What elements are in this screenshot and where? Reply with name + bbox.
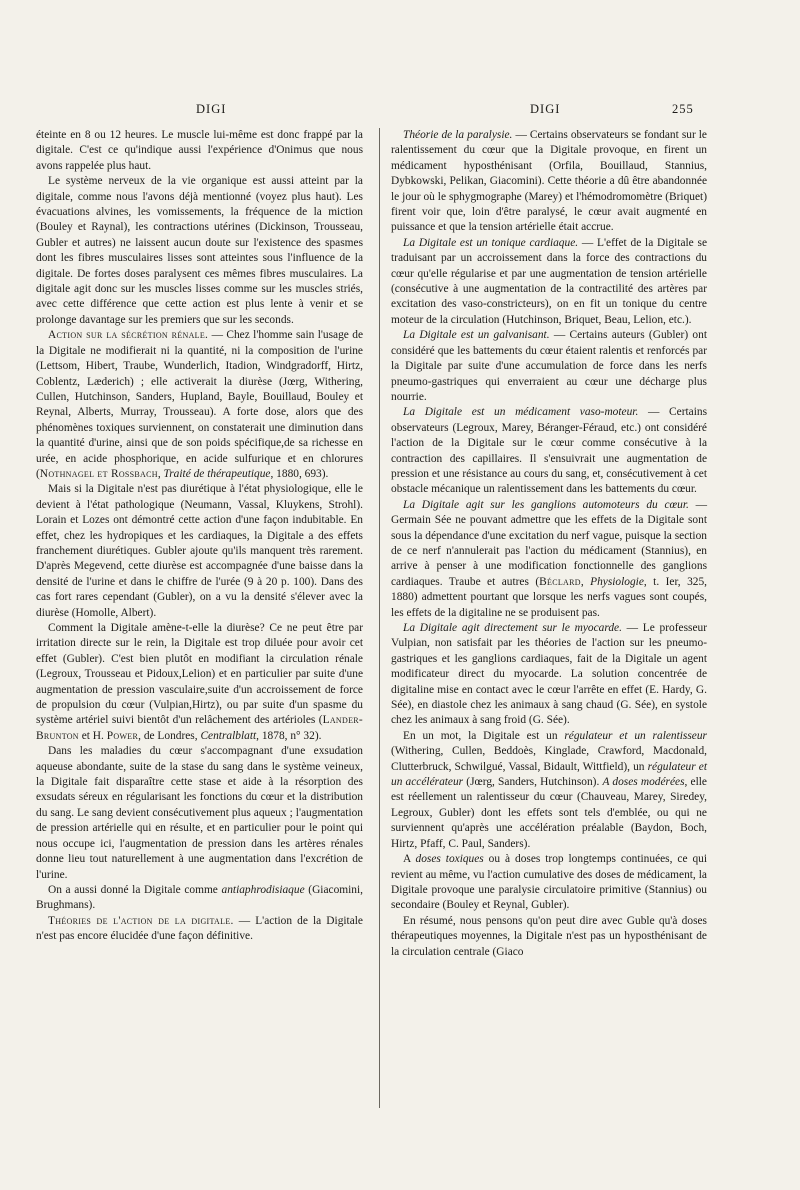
paragraph: En un mot, la Digitale est un régulateur et un ralentisseur (Withering, Cullen, Beddoès, Kinglade, Crawford, Macdonald, Clutterbruck, Schwilgué, Vassal, Bidault, Wittfield), un régulateur et un accélérateur (Jœrg, Sanders, Hutchinson). A doses modérées, elle est réellement un ralentisseur du cœur (Chauveau, Marey, Siredey, Legroux, Gubler) dont les effets sont tels d'emblée, ou qui ne surviennent qu'après une accélération préalable (Baydon, Boch, Hirtz, Pfaff, C. Paul, Sanders).: [391, 729, 708, 850]
author-citation: Lander-Brunton: [36, 714, 363, 742]
paragraph: La Digitale agit directement sur le myocarde. — Le professeur Vulpian, non satisfait par les théories de l'action sur les pneumo-gastriques et les ganglions cardiaques, fait de la Digitale un agent modificateur direct du myocarde. La solution concentrée de digitaline mise en contact avec le cœur l'arrête en effet (E. Hardy, G. Sée), en diastole chez les animaux à sang chaud (G. Sée), en systole chez les animaux à sang froid (G. Sée).: [391, 622, 707, 727]
paragraph: Théorie de la paralysie. — Certains observateurs se fondant sur le ralentissement du cœur que la Digitale provoque, en firent un médicament hyposthénisant (Orfila, Bouillaud, Stannius, Dybkowski, Pelikan, Giacomini). Cette théorie a dû être abandonnée le jour où le sphygmographe (Marey) et l'hémodromomètre (Briquet) firent voir que, loin d'être paralysé, le cœur avait augmenté en puissance et que la tension artérielle était accrue.: [391, 129, 707, 234]
paragraph: On a aussi donné la Digitale comme antiaphrodisiaque (Giacomini, Brughmans).: [36, 883, 364, 912]
author-citation: Power: [106, 729, 139, 742]
right-column: [391, 128, 707, 960]
paragraph: Le système nerveux de la vie organique est aussi atteint par la digitale, comme nous l'avons déjà mentionné (voyez plus haut). Les évacuations alvines, les vomissements, la fréquence de la miction (Bouley et Raynal), les contractions utérines (Dickinson, Trousseau, Gubler et autres) ne laissent aucun doute sur l'existence des spasmes dont les fibres musculaires lisses sont atteintes sous l'influence de la digitale. De fortes doses paralysent ces mêmes fibres musculaires. La digitale agit donc sur les muscles lisses comme sur les muscles striés, avec cette différence que cette action est plus lente à venir et se prolonge davantage sur les premiers que sur les seconds.: [36, 175, 363, 326]
book-title: Traité de thérapeutique: [163, 467, 271, 480]
theory-heading: La Digitale est un tonique cardiaque.: [403, 236, 579, 249]
section-heading: Action sur la sécrétion rénale.: [48, 329, 209, 342]
paragraph: A doses toxiques ou à doses trop longtemps continuées, ce qui revient au même, vu l'action cumulative des doses de médicament, la Digitale provoque une paralysie circulatoire primitive (Stannius) ou secondaire (Bouley et Reynal, Gubler).: [391, 853, 707, 912]
theory-heading: La Digitale agit directement sur le myocarde.: [403, 622, 622, 634]
paragraph: Théories de l'action de la digitale. — L'action de la Digitale n'est pas encore élucidée d'une façon définitive.: [36, 914, 363, 943]
theory-heading: La Digitale est un médicament vaso-moteur.: [403, 406, 639, 419]
paragraph: La Digitale agit sur les ganglions automoteurs du cœur. — Germain Sée ne pouvant admettre que les effets de la Digitale sont sous la dépendance d'une excitation du nerf vague, puisque la section de ce nerf n'annulerait pas l'action du médicament (Stannius), en arrive à penser à une modification fonctionnelle des ganglions cardiaques. Traube et autres (Béclard, Physiologie, t. Ier, 325, 1880) admettent pourtant que lorsque les nerfs vagues sont coupés, les effets de la digitaline ne se produisent pas.: [391, 498, 708, 619]
italic-term: doses toxiques: [415, 853, 484, 866]
paragraph: Comment la Digitale amène-t-elle la diurèse? Ce ne peut être par irritation directe sur le rein, la Digitale est trop diluée pour avoir cet effet (Gubler). C'est bien plutôt en modifiant la circulation rénale (Legroux, Trousseau et Pidoux,Lelion) et en particulier par suite d'une augmentation de pression vasculaire,suite d'un accroissement de force de propulsion du cœur (Vulpian,Hirtz), ou par suite d'un spasme du système artériel suivi bientôt d'un relâchement des artérioles (Lander-Brunton et H. Power, de Londres, Centralblatt, 1878, n° 32).: [36, 622, 363, 742]
section-heading: Théories de l'action de la digitale.: [48, 914, 234, 927]
journal-title: Centralblatt: [200, 729, 257, 742]
italic-term: antiaphrodisiaque: [221, 883, 305, 896]
left-running-head: DIGI: [196, 102, 227, 116]
paragraph: La Digitale est un galvanisant. — Certains auteurs (Gubler) ont considéré que les battements du cœur étaient ralentis et renforcés par la Digitale par suite d'une accumulation de force dans les nerfs pneumo-gastriques qui enverraient au cœur une décharge plus nourrie.: [391, 329, 707, 403]
column-divider: [379, 128, 380, 1108]
paragraph: En résumé, nous pensons qu'on peut dire avec Guble qu'à doses thérapeutiques moyennes, la Digitale n'est pas un hyposthénisant de la circulation centrale (Giaco: [391, 914, 707, 958]
right-running-head: DIGI: [530, 102, 561, 116]
italic-term: régulateur et un ralentisseur: [564, 729, 707, 742]
left-column: [36, 128, 363, 945]
paragraph: La Digitale est un médicament vaso-moteur. — Certains observateurs (Legroux, Marey, Béranger-Féraud, etc.) ont considéré l'action de la Digitale sur le cœur comme consécutive à la contraction des capillaires. Il s'ensuivrait une augmentation de pression et une résistance au cours du sang, et, consécutivement à cet obstacle mécanique un ralentissement dans les battements du cœur.: [391, 406, 707, 496]
italic-term: A doses modérées: [602, 776, 685, 789]
book-title: Physiologie: [590, 575, 644, 588]
page-number: 255: [672, 102, 694, 116]
paragraph: Action sur la sécrétion rénale. — Chez l'homme sain l'usage de la Digitale ne modifierait ni la quantité, ni la composition de l'urine (Lettsom, Hibert, Traube, Wunderlich, Itadion, Windgradorff, Hirtz, Coblentz, Læderich) ; elle activerait la diurèse (Jœrg, Withering, Cullen, Hutchinson, Sanders, Hupland, Bayle, Bouillaud, Bouley et Reynal, Alberts, Murray, Trousseau). A forte dose, alors que des phénomènes toxiques surviennent, on constaterait une diminution dans la quantité d'urine, ainsi que de son poids spécifique,de sa richesse en urée, en acide phosphorique, en acide sulfurique et en chlorures (Nothnagel et Rossbach, Traité de thérapeutique, 1880, 693).: [36, 329, 364, 480]
theory-heading: Théorie de la paralysie.: [403, 129, 513, 141]
paragraph: Dans les maladies du cœur s'accompagnant d'une exsudation aqueuse abondante, suite de la stase du sang dans le système veineux, la Digitale fait disparaître cette stase et aide à la résorption des exsudats séreux en régularisant les fonctions du cœur et la distribution du sang. Le sang devient consécutivement plus aqueux ; l'augmentation de pression artérielle qui en résulte, et en particulier pour le point qui nous occupe ici, l'augmentation de pression dans les artères rénales donne lieu tout naturellement à une augmentation dans l'excrétion de l'urine.: [36, 745, 363, 881]
paragraph: Mais si la Digitale n'est pas diurétique à l'état physiologique, elle le devient à l'état pathologique (Neumann, Vassal, Kluykens, Strohl). Lorain et Lozes ont démontré cette action d'une façon indubitable. En effet, chez les hydropiques et les cardiaques, la Digitale a des effets franchement diurétiques. Gubler ajoute qu'ils manquent très rarement. D'après Megevend, cette diurèse est accompagnée d'une baisse dans la densité de l'urine et dans le chiffre de l'urée (9 à 20 p. 100). Dans des cas fort rares cependant (Gubler), on a vu la densité s'élever avec la diurèse (Homolle, Albert).: [36, 483, 363, 619]
paragraph: La Digitale est un tonique cardiaque. — L'effet de la Digitale se traduisant par un accroissement dans la force des contractions du cœur qu'elle régularise et par une augmentation de tension artérielle (consécutive à une augmentation de la contractilité des artères par excitation des vaso-constricteurs), on en fit un tonique du centre moteur de la circulation (Hutchinson, Briquet, Beau, Lelion, etc.).: [391, 236, 707, 326]
paragraph: éteinte en 8 ou 12 heures. Le muscle lui-même est donc frappé par la digitale. C'est ce qu'indique aussi l'expérience d'Onimus que nous avons rappelée plus haut.: [36, 129, 363, 172]
running-header: [0, 102, 800, 118]
author-citation: Béclard: [539, 575, 581, 588]
italic-term: régulateur et un accélérateur: [391, 760, 708, 789]
theory-heading: La Digitale agit sur les ganglions automoteurs du cœur.: [403, 498, 689, 511]
author-citation: Nothnagel et Rossbach: [39, 467, 158, 480]
theory-heading: La Digitale est un galvanisant.: [403, 329, 550, 342]
